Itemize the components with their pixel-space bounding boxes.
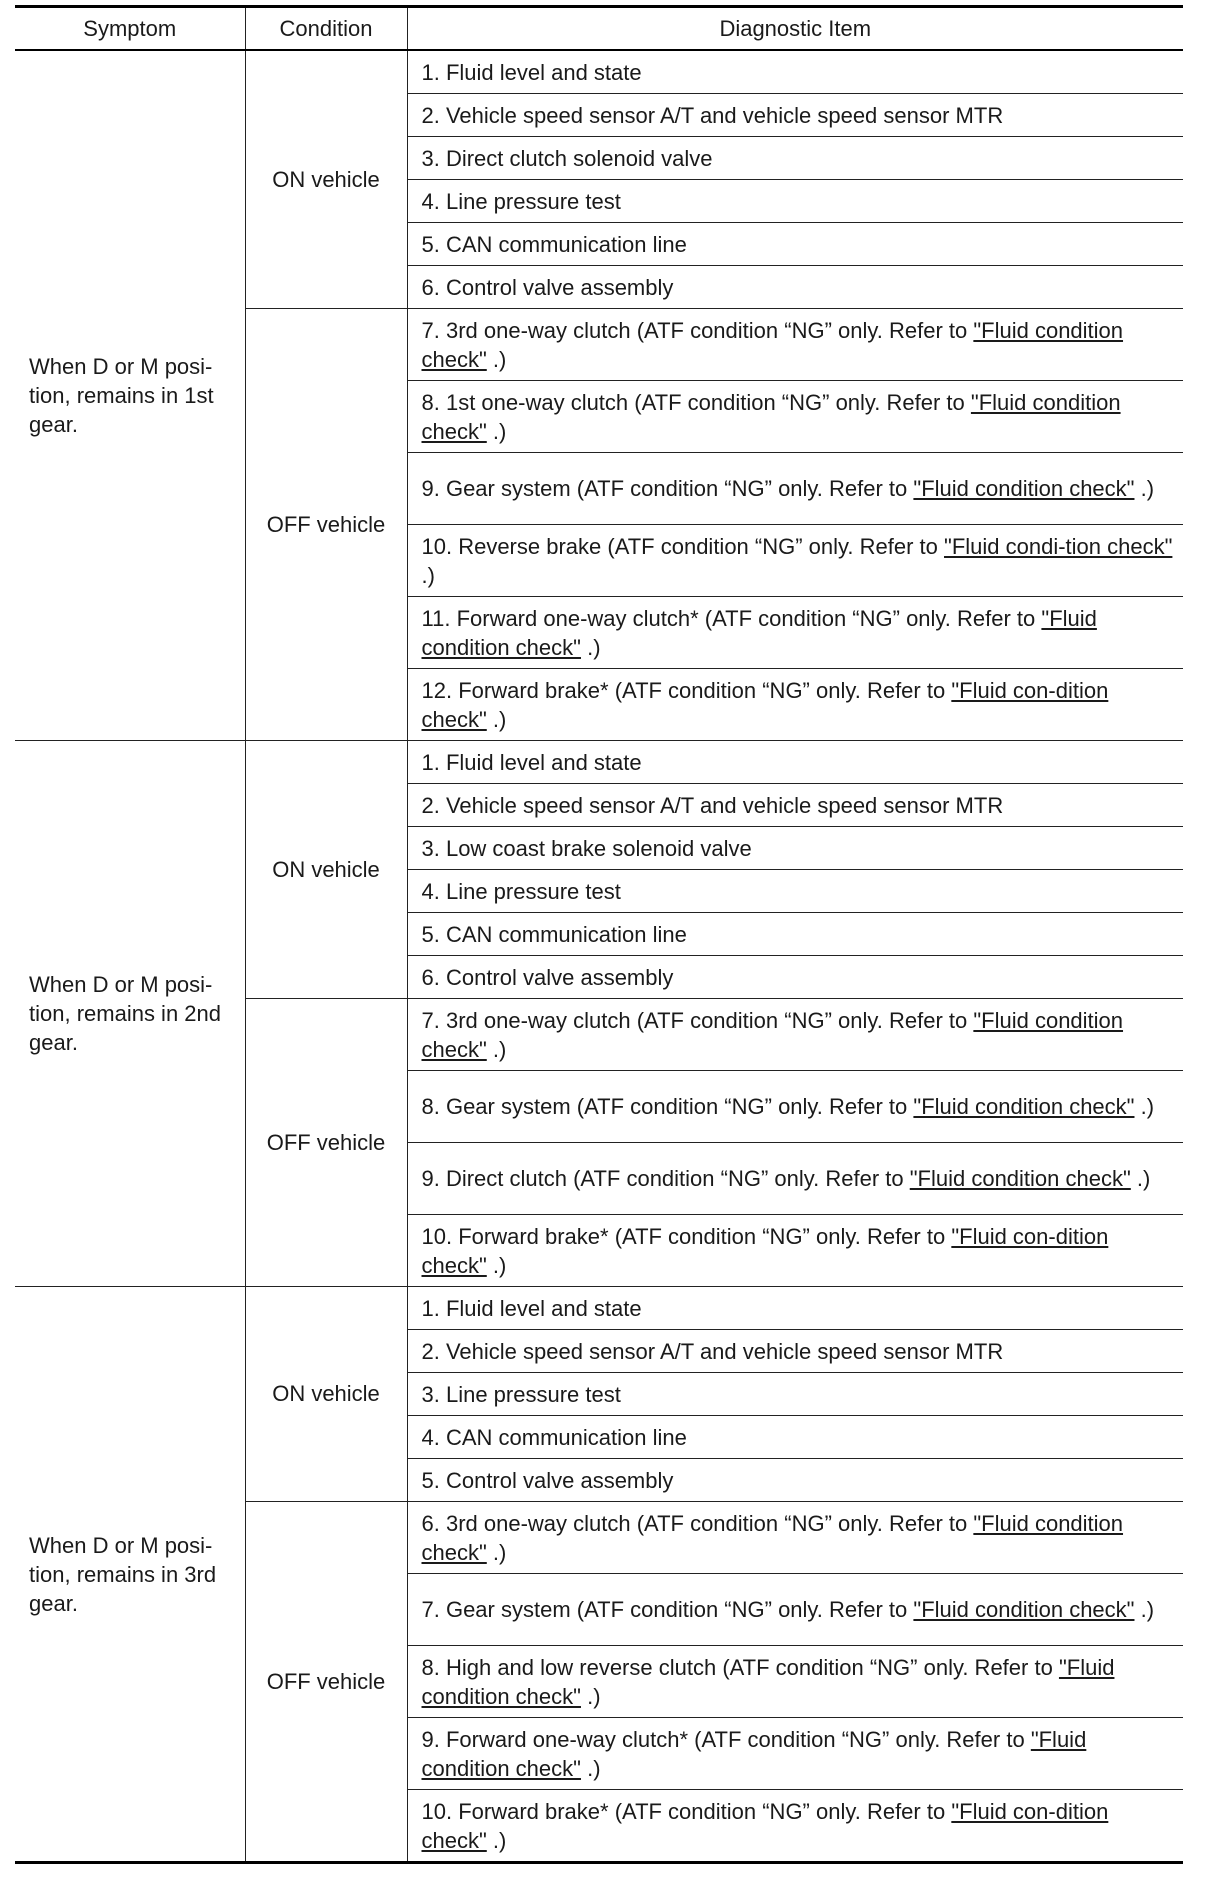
item-text: 9. Gear system (ATF condition “NG” only. Refer to <box>421 476 908 501</box>
diagnostic-item: 1. Fluid level and state <box>407 50 1183 94</box>
item-tail: .) <box>486 1827 507 1853</box>
diagnostic-item: 3. Line pressure test <box>407 1373 1183 1416</box>
fluid-condition-check-link[interactable]: "Fluid condition check" <box>421 1726 1087 1781</box>
item-text: 8. High and low reverse clutch (ATF condition “NG” only. Refer to <box>421 1654 1053 1680</box>
condition-on-vehicle: ON vehicle <box>245 741 407 999</box>
fluid-condition-check-link[interactable]: "Fluid condition check" <box>421 1654 1115 1709</box>
table-row <box>15 1287 1183 1330</box>
diagnostic-item: 4. Line pressure test <box>407 870 1183 913</box>
item-text: 10. Forward brake* (ATF condition “NG” only. Refer to <box>421 1223 946 1249</box>
table-row <box>15 50 1183 94</box>
fluid-condition-check-link[interactable]: "Fluid condition check" <box>421 605 1097 660</box>
item-text: 7. Gear system (ATF condition “NG” only. Refer to <box>421 1597 908 1622</box>
item-text: 9. Forward one-way clutch* (ATF condition “NG” only. Refer to <box>421 1726 1025 1752</box>
diagnostic-table <box>15 5 1183 1864</box>
item-text: 12. Forward brake* (ATF condition “NG” only. Refer to <box>421 677 946 703</box>
fluid-condition-check-link[interactable]: "Fluid con-dition check" <box>421 677 1109 732</box>
fluid-condition-check-link[interactable]: "Fluid condition check" <box>913 476 1135 501</box>
item-tail: .) <box>486 1252 507 1278</box>
diagnostic-item <box>407 669 1183 741</box>
symptom-cell: When D or M posi-tion, remains in 2nd gear. <box>15 741 245 1287</box>
item-tail: .) <box>486 706 507 732</box>
item-tail: .) <box>1134 1094 1155 1119</box>
item-tail: .) <box>486 418 507 444</box>
diagnostic-item: 4. Line pressure test <box>407 180 1183 223</box>
item-text: 9. Direct clutch (ATF condition “NG” only. Refer to <box>421 1166 904 1191</box>
item-text: 11. Forward one-way clutch* (ATF condition “NG” only. Refer to <box>421 605 1036 631</box>
fluid-condition-check-link[interactable]: "Fluid condition check" <box>421 1510 1124 1565</box>
diagnostic-item <box>407 1502 1183 1574</box>
diagnostic-item <box>407 597 1183 669</box>
header-row <box>15 7 1183 51</box>
fluid-condition-check-link[interactable]: "Fluid condition check" <box>421 389 1121 444</box>
diagnostic-item <box>407 1215 1183 1287</box>
header-symptom: Symptom <box>15 7 245 51</box>
diagnostic-item <box>407 1143 1183 1215</box>
symptom-cell: When D or M posi-tion, remains in 3rd gear. <box>15 1287 245 1863</box>
item-tail: .) <box>1134 1597 1155 1622</box>
item-tail: .) <box>580 634 601 660</box>
item-tail: .) <box>486 1036 507 1062</box>
fluid-condition-check-link[interactable]: "Fluid condi-tion check" <box>944 533 1173 559</box>
diagnostic-item: 3. Direct clutch solenoid valve <box>407 137 1183 180</box>
symptom-cell: When D or M posi-tion, remains in 1st gear. <box>15 50 245 741</box>
item-tail: .) <box>580 1755 601 1781</box>
diagnostic-item <box>407 309 1183 381</box>
diagnostic-item: 6. Control valve assembly <box>407 956 1183 999</box>
diagnostic-item: 2. Vehicle speed sensor A/T and vehicle speed sensor MTR <box>407 1330 1183 1373</box>
diagnostic-item: 5. CAN communication line <box>407 913 1183 956</box>
header-diagnostic-item: Diagnostic Item <box>407 7 1183 51</box>
diagnostic-item: 5. CAN communication line <box>407 223 1183 266</box>
diagnostic-item <box>407 999 1183 1071</box>
diagnostic-item: 3. Low coast brake solenoid valve <box>407 827 1183 870</box>
item-tail: .) <box>421 562 435 588</box>
diagnostic-item <box>407 1646 1183 1718</box>
fluid-condition-check-link[interactable]: "Fluid condition check" <box>909 1166 1131 1191</box>
fluid-condition-check-link[interactable]: "Fluid condition check" <box>913 1094 1135 1119</box>
diagnostic-item: 5. Control valve assembly <box>407 1459 1183 1502</box>
fluid-condition-check-link[interactable]: "Fluid condition check" <box>421 317 1124 372</box>
diagnostic-item <box>407 1718 1183 1790</box>
item-tail: .) <box>1134 476 1155 501</box>
item-tail: .) <box>486 346 507 372</box>
diagnostic-item <box>407 1071 1183 1143</box>
header-condition: Condition <box>245 7 407 51</box>
fluid-condition-check-link[interactable]: "Fluid condition check" <box>913 1597 1135 1622</box>
fluid-condition-check-link[interactable]: "Fluid con-dition check" <box>421 1798 1109 1853</box>
item-tail: .) <box>1130 1166 1151 1191</box>
diagnostic-item <box>407 1790 1183 1863</box>
diagnostic-item <box>407 1574 1183 1646</box>
item-text: 10. Reverse brake (ATF condition “NG” only. Refer to <box>421 533 938 559</box>
diagnostic-item <box>407 453 1183 525</box>
item-text: 6. 3rd one-way clutch (ATF condition “NG” only. Refer to <box>421 1510 968 1536</box>
item-text: 8. 1st one-way clutch (ATF condition “NG” only. Refer to <box>421 389 965 415</box>
table-body <box>15 50 1183 1863</box>
table-row <box>15 741 1183 784</box>
fluid-condition-check-link[interactable]: "Fluid condition check" <box>421 1007 1124 1062</box>
condition-on-vehicle: ON vehicle <box>245 1287 407 1502</box>
diagnostic-item <box>407 525 1183 597</box>
fluid-condition-check-link[interactable]: "Fluid con-dition check" <box>421 1223 1109 1278</box>
item-text: 7. 3rd one-way clutch (ATF condition “NG” only. Refer to <box>421 1007 968 1033</box>
item-tail: .) <box>486 1539 507 1565</box>
diagnostic-item <box>407 381 1183 453</box>
condition-off-vehicle: OFF vehicle <box>245 309 407 741</box>
item-text: 8. Gear system (ATF condition “NG” only. Refer to <box>421 1094 908 1119</box>
item-text: 10. Forward brake* (ATF condition “NG” only. Refer to <box>421 1798 946 1824</box>
diagnostic-item: 1. Fluid level and state <box>407 1287 1183 1330</box>
condition-on-vehicle: ON vehicle <box>245 50 407 309</box>
diagnostic-item: 2. Vehicle speed sensor A/T and vehicle speed sensor MTR <box>407 784 1183 827</box>
diagnostic-item: 4. CAN communication line <box>407 1416 1183 1459</box>
diagnostic-item: 2. Vehicle speed sensor A/T and vehicle speed sensor MTR <box>407 94 1183 137</box>
diagnostic-item: 1. Fluid level and state <box>407 741 1183 784</box>
diagnostic-item: 6. Control valve assembly <box>407 266 1183 309</box>
item-tail: .) <box>580 1683 601 1709</box>
condition-off-vehicle: OFF vehicle <box>245 1502 407 1863</box>
item-text: 7. 3rd one-way clutch (ATF condition “NG” only. Refer to <box>421 317 968 343</box>
condition-off-vehicle: OFF vehicle <box>245 999 407 1287</box>
